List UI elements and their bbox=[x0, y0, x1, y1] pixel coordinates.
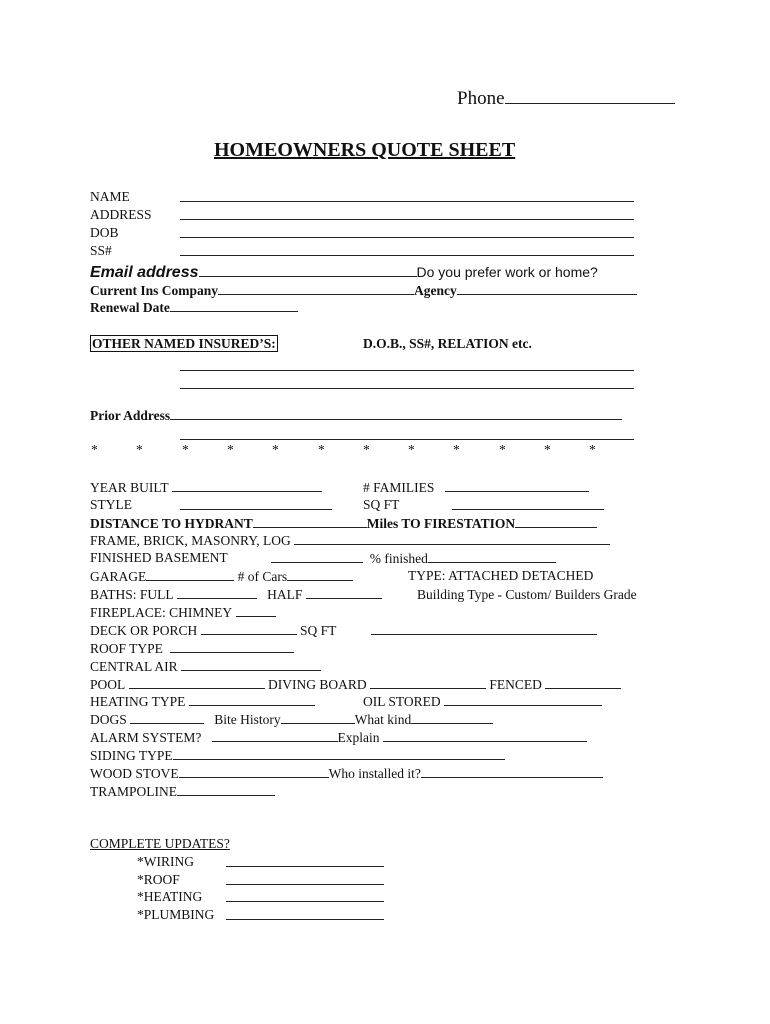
update-item-roof: *ROOF bbox=[137, 872, 180, 887]
central-air-line bbox=[90, 658, 321, 675]
separator-star: * bbox=[453, 442, 460, 457]
separator-star: * bbox=[589, 442, 596, 457]
prior-address-line bbox=[90, 407, 622, 424]
separator-star: * bbox=[91, 442, 98, 457]
wiring-blank[interactable] bbox=[226, 854, 384, 867]
insureds-heading: OTHER NAMED INSURED’S: bbox=[92, 336, 276, 351]
dob-blank[interactable] bbox=[180, 225, 634, 238]
central-air-blank[interactable] bbox=[181, 658, 321, 671]
insureds-columns: D.O.B., SS#, RELATION etc. bbox=[363, 336, 532, 351]
pool-blank[interactable] bbox=[129, 676, 265, 689]
who-installed-blank[interactable] bbox=[421, 765, 603, 778]
email-blank[interactable] bbox=[199, 262, 417, 277]
address-label: ADDRESS bbox=[90, 207, 152, 222]
current-ins-line bbox=[90, 282, 637, 299]
prior-address-label: Prior Address bbox=[90, 408, 171, 423]
alarm-blank[interactable] bbox=[212, 729, 338, 742]
half-blank[interactable] bbox=[306, 586, 382, 599]
heating-blank[interactable] bbox=[226, 889, 384, 902]
style-blank[interactable] bbox=[180, 497, 332, 510]
deck-blank[interactable] bbox=[201, 622, 297, 635]
heating-type-label: HEATING TYPE bbox=[90, 694, 186, 709]
deck-line bbox=[90, 622, 336, 639]
trampoline-label: TRAMPOLINE bbox=[90, 784, 177, 799]
alarm-label: ALARM SYSTEM? bbox=[90, 730, 202, 745]
pool-label: POOL bbox=[90, 677, 126, 692]
separator-star: * bbox=[182, 442, 189, 457]
deck-label: DECK OR PORCH bbox=[90, 623, 198, 638]
updates-heading: COMPLETE UPDATES? bbox=[90, 836, 230, 851]
wood-stove-label: WOOD STOVE bbox=[90, 766, 179, 781]
prior-address-blank-2[interactable] bbox=[180, 427, 634, 440]
update-item-plumbing: *PLUMBING bbox=[137, 907, 215, 922]
separator-star: * bbox=[227, 442, 234, 457]
phone-line bbox=[457, 87, 675, 110]
renewal-line bbox=[90, 299, 298, 316]
plumbing-blank[interactable] bbox=[226, 907, 384, 920]
renewal-blank[interactable] bbox=[170, 299, 298, 312]
prior-address-blank[interactable] bbox=[170, 407, 622, 420]
baths-line bbox=[90, 586, 382, 603]
hydrant-blank[interactable] bbox=[253, 515, 367, 528]
trampoline-line bbox=[90, 783, 275, 800]
phone-blank[interactable] bbox=[505, 87, 675, 104]
siding-line bbox=[90, 747, 505, 764]
roof-type-blank[interactable] bbox=[170, 640, 294, 653]
dogs-line bbox=[90, 711, 493, 728]
roof-type-label: ROOF TYPE bbox=[90, 641, 163, 656]
dogs-blank[interactable] bbox=[130, 711, 204, 724]
wood-stove-blank[interactable] bbox=[179, 765, 329, 778]
dogs-label: DOGS bbox=[90, 712, 127, 727]
central-air-label: CENTRAL AIR bbox=[90, 659, 178, 674]
diving-board-blank[interactable] bbox=[370, 676, 486, 689]
sqft-label: SQ FT bbox=[363, 497, 400, 512]
pct-finished-label: % finished bbox=[369, 551, 428, 566]
bite-history-label: Bite History bbox=[214, 712, 281, 727]
separator-star: * bbox=[363, 442, 370, 457]
baths-full-blank[interactable] bbox=[177, 586, 257, 599]
roof-type-line bbox=[90, 640, 294, 657]
current-ins-label: Current Ins Company bbox=[90, 283, 219, 298]
bite-history-blank[interactable] bbox=[281, 711, 355, 724]
garage-line bbox=[90, 568, 353, 585]
heating-type-blank[interactable] bbox=[189, 693, 315, 706]
diving-board-label: DIVING BOARD bbox=[268, 677, 367, 692]
sqft-blank[interactable] bbox=[452, 497, 604, 510]
oil-stored-label: OIL STORED bbox=[363, 694, 441, 709]
style-label: STYLE bbox=[90, 497, 132, 512]
separator-star: * bbox=[318, 442, 325, 457]
insured-blank-2[interactable] bbox=[180, 376, 634, 389]
separator-star: * bbox=[544, 442, 551, 457]
hydrant-line bbox=[90, 515, 597, 532]
year-built-line bbox=[90, 479, 322, 496]
explain-blank[interactable] bbox=[383, 729, 587, 742]
ss-blank[interactable] bbox=[180, 243, 634, 256]
fireplace-line bbox=[90, 604, 276, 621]
firestation-label: Miles TO FIRESTATION bbox=[366, 516, 516, 531]
renewal-label: Renewal Date bbox=[90, 300, 170, 315]
wood-stove-line bbox=[90, 765, 603, 782]
families-label: # FAMILIES bbox=[363, 480, 435, 495]
garage-type: TYPE: ATTACHED DETACHED bbox=[408, 568, 594, 583]
hydrant-label: DISTANCE TO HYDRANT bbox=[90, 516, 253, 531]
separator-star: * bbox=[136, 442, 143, 457]
baths-full-label: BATHS: FULL bbox=[90, 587, 174, 602]
fenced-label: FENCED bbox=[489, 677, 542, 692]
basement-line bbox=[271, 550, 556, 567]
basement-blank[interactable] bbox=[271, 550, 363, 563]
basement-label: FINISHED BASEMENT bbox=[90, 550, 228, 565]
who-installed-label: Who installed it? bbox=[328, 766, 421, 781]
phone-label: Phone bbox=[457, 88, 505, 109]
address-blank[interactable] bbox=[180, 207, 634, 220]
insured-blank-1[interactable] bbox=[180, 358, 634, 371]
year-built-label: YEAR BUILT bbox=[90, 480, 169, 495]
families-blank[interactable] bbox=[445, 479, 589, 492]
deck-sqft-blank[interactable] bbox=[371, 622, 597, 635]
page-title: HOMEOWNERS QUOTE SHEET bbox=[214, 139, 516, 161]
alarm-line bbox=[90, 729, 587, 746]
explain-label: Explain bbox=[337, 730, 380, 745]
email-pref-label: Do you prefer work or home? bbox=[416, 264, 598, 280]
update-item-wiring: *WIRING bbox=[137, 854, 194, 869]
families-line bbox=[363, 479, 589, 496]
oil-stored-blank[interactable] bbox=[444, 693, 602, 706]
agency-label: Agency bbox=[414, 283, 457, 298]
fireplace-label: FIREPLACE: CHIMNEY bbox=[90, 605, 233, 620]
update-item-heating: *HEATING bbox=[137, 889, 203, 904]
num-cars-label: # of Cars bbox=[237, 569, 288, 584]
garage-blank[interactable] bbox=[146, 568, 234, 581]
what-kind-label: What kind bbox=[354, 712, 412, 727]
year-built-blank[interactable] bbox=[172, 479, 322, 492]
name-label: NAME bbox=[90, 189, 130, 204]
separator-star: * bbox=[408, 442, 415, 457]
frame-line bbox=[90, 532, 610, 549]
siding-label: SIDING TYPE bbox=[90, 748, 173, 763]
ss-label: SS# bbox=[90, 243, 112, 258]
email-label: Email address bbox=[90, 264, 199, 281]
num-cars-blank[interactable] bbox=[287, 568, 353, 581]
pool-line bbox=[90, 676, 621, 693]
oil-line bbox=[363, 693, 602, 710]
name-blank[interactable] bbox=[180, 189, 634, 202]
frame-label: FRAME, BRICK, MASONRY, LOG bbox=[90, 533, 291, 548]
fenced-blank[interactable] bbox=[545, 676, 621, 689]
trampoline-blank[interactable] bbox=[177, 783, 275, 796]
what-kind-blank[interactable] bbox=[411, 711, 493, 724]
deck-sqft-label: SQ FT bbox=[300, 623, 337, 638]
chimney-blank[interactable] bbox=[236, 604, 276, 617]
heating-line bbox=[90, 693, 315, 710]
firestation-blank[interactable] bbox=[515, 515, 597, 528]
dob-label: DOB bbox=[90, 225, 119, 240]
separator-star: * bbox=[272, 442, 279, 457]
half-label: HALF bbox=[267, 587, 303, 602]
email-line bbox=[90, 262, 598, 282]
separator-star: * bbox=[499, 442, 506, 457]
garage-label: GARAGE bbox=[90, 569, 147, 584]
current-ins-blank[interactable] bbox=[218, 282, 414, 295]
roof-blank[interactable] bbox=[226, 872, 384, 885]
pct-finished-blank[interactable] bbox=[428, 550, 556, 563]
building-type: Building Type - Custom/ Builders Grade bbox=[417, 587, 637, 602]
siding-blank[interactable] bbox=[173, 747, 505, 760]
agency-blank[interactable] bbox=[457, 282, 637, 295]
frame-blank[interactable] bbox=[294, 532, 610, 545]
